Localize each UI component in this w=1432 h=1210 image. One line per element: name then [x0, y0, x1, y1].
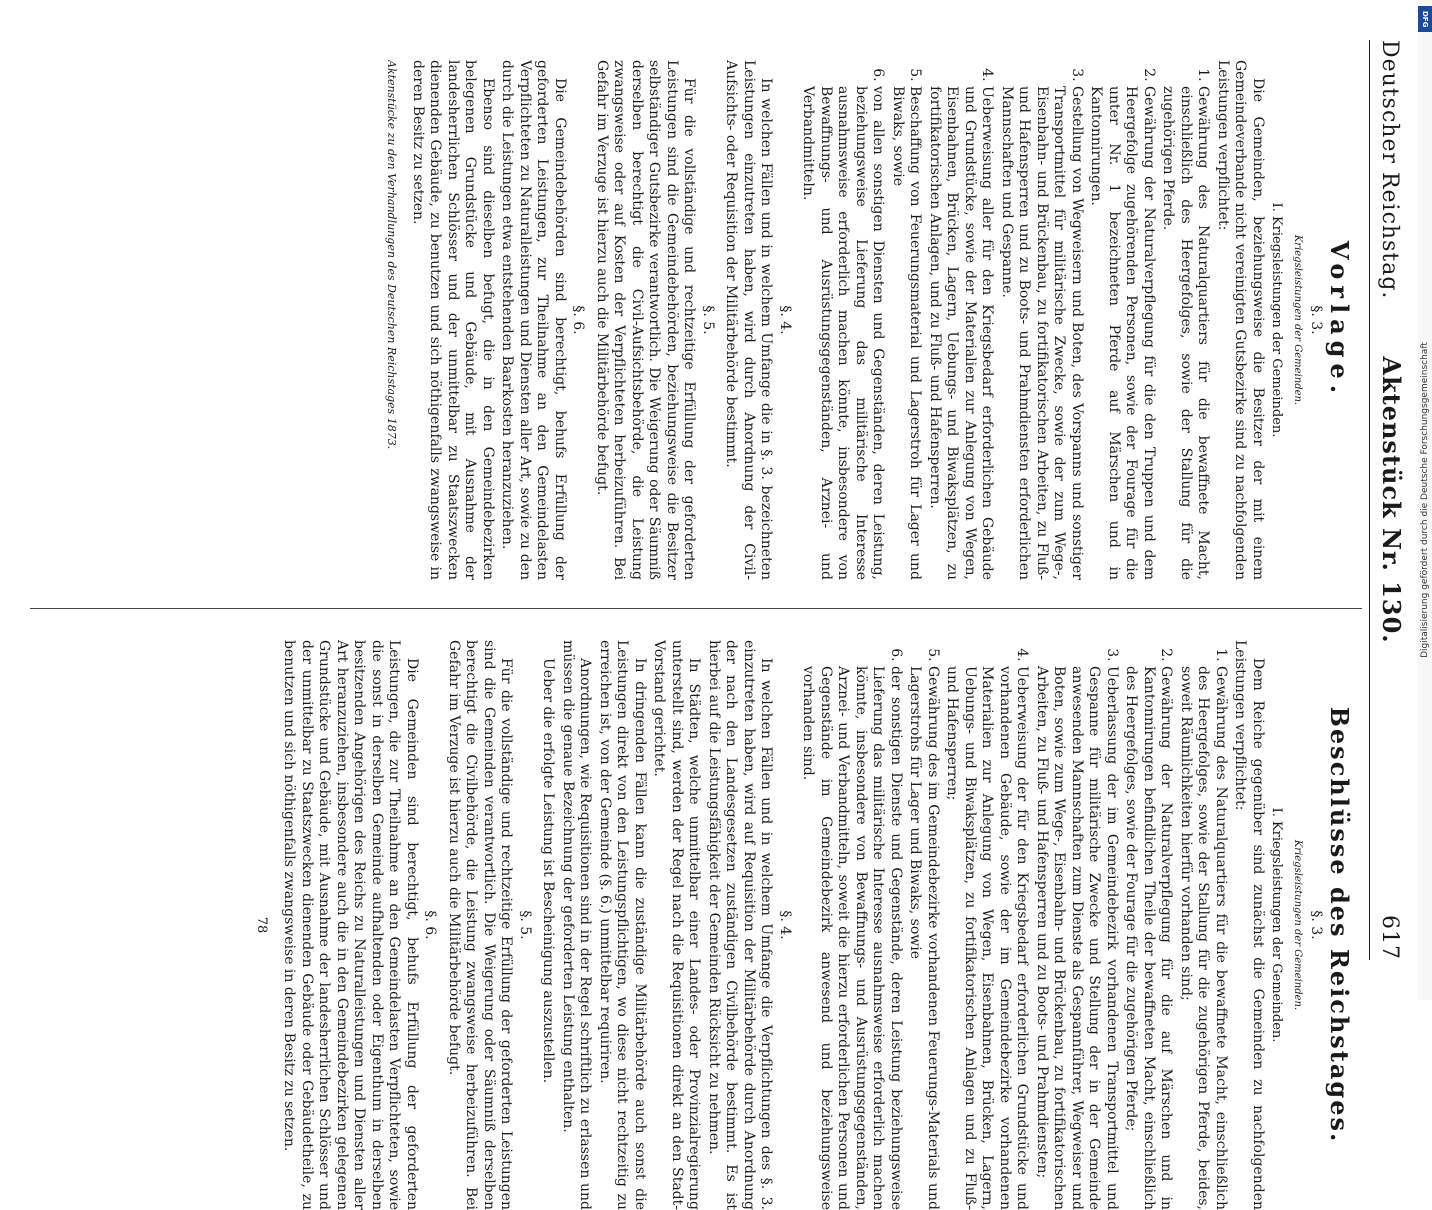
section-heading: I. Kriegsleistungen der Gemeinden.	[1269, 807, 1285, 1043]
paragraph-heading: §. 3.	[1308, 305, 1325, 335]
paragraph-text: Anordnungen, wie Requisitionen sind in der Regel schriftlich zu erlassen und müssen die genaue Bezeichnung der geforderten Leistung enthalten.	[560, 640, 594, 1210]
paragraph-heading: §. 5.	[517, 910, 533, 940]
sheet-mark: 78	[254, 916, 269, 934]
paragraph-text: In Städten, welche unmittelbar einer Landes- oder Provinzialregierung unterstellt sind, werden der Regel nach die Requisitionen direkt an den Stadt-Vorstand gerichtet.	[651, 640, 703, 1210]
paragraph-text: Die Gemeinden, beziehungsweise die Besitzer der mit einem Gemeindeverbande nicht vereinigten Gutsbezirke sind zu nachfolgenden Leistungen verpflichtet:	[1215, 60, 1266, 580]
paragraph-text: In dringenden Fällen kann die zuständige Militärbehörde auch sonst die Leistungen direkt von den Leistungspflichtigen, wo diese nicht rechtzeitig zu erreichen ist, von der Gemeinde (§. 6.) unmittelbar requiriren.	[597, 640, 648, 1210]
running-head-center: Aktenstück Nr. 130.	[1377, 356, 1406, 644]
dfg-logo: DFG	[1418, 6, 1432, 32]
list-item: 3. Ueberlassung der im Gemeindebezirk vorhandenen Transportmittel und Gespanne für militärische Zwecke und Stellung der in der Gemeinde anwesenden Mannschaften zum Dienste als Gespannführer, Wegweiser und Boten, sowie zum Wege-, Eisenbahn- und Brückenbau, zu fortifikatorischen Arbeiten, zu Fluß- und Hafensperren und zu Boots- und Prahmdiensten;	[1033, 666, 1121, 1210]
column-vorlage	[18, 60, 1354, 580]
list-item: 1. Gewährung des Naturalquartiers für die bewaffnete Macht, einschließlich des Heergefolges, sowie der Stallung für die zugehörigen Pferde.	[1159, 86, 1212, 580]
paragraph-text: Die Gemeinden sind berechtigt, behufs Erfüllung der geforderten Leistungen, die zur Theilnahme an den Gemeindelasten Verpflichteten, sowie die sonst in derselben Gemeinde aufhaltenden oder Eigenthum in derselben besitzenden Angehörigen des Reichs zu Naturalleistungen und Diensten aller Art heranzuziehen, insbesondere auch die in den Gemeindebezirken gelegenen Grundstücke und Gebäude, mit Ausnahme der landesherrlichen Schlösser und der unmittelbar zu Staatszwecken dienenden Gebäude oder Gebäudetheile, zu benutzen und sich nöthigenfalls zwangsweise in deren Besitz zu setzen.	[281, 640, 420, 1210]
paragraph-heading: §. 4.	[777, 910, 793, 940]
digitization-note	[1418, 0, 1432, 1000]
paragraph-heading: §. 5.	[700, 305, 716, 335]
list-item: 1. Gewährung des Naturalquartiers für die bewaffnete Macht, einschließlich des Heergefolges, sowie der Stallung für die zugehörigen Pferde, beides, soweit Räumlichkeiten hierfür vorhanden sind;	[1177, 666, 1230, 1210]
paragraph-text: Die Gemeindebehörden sind berechtigt, behufs Erfüllung der geforderten Leistungen, zur Theilnahme an den Gemeindelasten Verpflichteten zu Naturalleistungen und Diensten aller Art, sowie zu den durch die Leistungen etwa entstehenden Baarkosten heranzuziehen.	[499, 60, 568, 580]
list-item: 6. der sonstigen Dienste und Gegenstände, deren Leistung beziehungsweise Lieferung das militärische Interesse ausnahmsweise erforderlich machen könnte, insbesondere von Bewaffnungs- und Ausrüstungsgegenständen, Arznei- und Verbandmitteln, soweit die hierzu erforderlichen Personen und Gegenstände im Gemeindebezirk anwesend und beziehungsweise vorhanden sind.	[799, 666, 904, 1210]
list-item: 6. von allen sonstigen Diensten und Gegenständen, deren Leistung, beziehungsweise Lieferung das militärische Interesse ausnahmsweise erforderlich machen könnte, insbesondere von Bewaffnungs- und Ausrüstungsgegenständen, Arznei- und Verbandmitteln.	[799, 86, 887, 580]
paragraph-heading: §. 3.	[1308, 910, 1325, 940]
column-divider	[30, 608, 1362, 609]
footnote: Aktenstücke zu den Verhandlungen des Deutschen Reichstages 1873.	[385, 60, 399, 450]
paragraph-text: In welchen Fällen und in welchem Umfange die in §. 3. bezeichneten Leistungen einzutreten haben, wird durch Anordnung der Civil-Aufsichts- oder Requisition der Militärbehörde bestimmt.	[723, 60, 775, 580]
column-beschluesse	[18, 640, 1354, 1210]
paragraph-heading: §. 6.	[422, 910, 439, 940]
list-item: 5. Gewährung des im Gemeindebezirke vorhandenen Feuerungs-Materials und Lagerstrohs für Lager und Biwaks, sowie	[906, 666, 941, 1210]
running-head	[1369, 40, 1412, 960]
list-item: 2. Gewährung der Naturalverpflegung für die auf Märschen und in Kantonnirungen befindlichen Theile der bewaffneten Macht, einschließlich des Heergefolges, sowie der Fourage für die zugehörigen Pferde;	[1122, 666, 1175, 1210]
paragraph-heading: §. 4.	[777, 305, 793, 335]
paragraph-subtitle: Kriegsleistungen der Gemeinden.	[1292, 839, 1303, 1011]
paragraph-subtitle: Kriegsleistungen der Gemeinden.	[1292, 234, 1303, 406]
column-title: Vorlage.	[1325, 240, 1354, 400]
list-item: 4. Ueberweisung der für den Kriegsbedarf erforderlichen Grundstücke und vorhandenen Gebäude, sowie der im Gemeindebezirke vorhandenen Materialien zur Anlegung von Wegen, Eisenbahnen, Brücken, Lagern, Uebungs- und Biwaksplätzen, zu fortifikatorischen Anlagen und zu Fluß- und Hafensperren;	[943, 666, 1031, 1210]
paragraph-text: Ebenso sind dieselben befugt, die in den Gemeindebezirken belegenen Grundstücke und Gebäude, mit Ausnahme der landesherrlichen Schlösser und der unmittelbar zu Staatszwecken dienenden Gebäude, zu benutzen und sich nöthigenfalls zwangsweise in deren Besitz zu setzen.	[410, 60, 496, 580]
list-item: 3. Gestellung von Wegweisern und Boten, des Vorspanns und sonstiger Transportmittel für militärische Zwecke, sowie der zum Wege-, Eisenbahn- und Brückenbau, zu fortifikatorischen Arbeiten, zu Fluß- und Hafensperren und zu Boots- und Prahmdiensten erforderlichen Mannschaften und Gespanne.	[998, 86, 1086, 580]
list-item: 4. Ueberweisung aller für den Kriegsbedarf erforderlichen Gebäude und Grundstücke, sowie der Materialien zur Anlegung von Wegen, Eisenbahnen, Brücken, Lagern, Uebungs- und Biwaksplätzen, zu fortifikatorischen Anlagen, und zu Fluß- und Hafensperren.	[926, 86, 996, 580]
paragraph-text: Für die vollständige und rechtzeitige Erfüllung der geforderten Leistungen sind die Gemeinden verantwortlich. Die Weigerung oder Säumniß derselben berechtigt die Civilbehörde, die Leistung zwangsweise herbeizuführen. Bei Gefahr im Verzuge ist hierzu auch die Militärbehörde befugt.	[446, 640, 515, 1210]
column-title: Beschlüsse des Reichstages.	[1325, 706, 1354, 1144]
paragraph-text: In welchen Fällen und in welchem Umfange die Verpflichtungen des §. 3. einzutreten haben, wird auf Requisition der Militärbehörde durch Anordnung der nach den Landesgesetzen zuständigen Civilbehörde bestimmt. Es ist hierbei auf die Leistungsfähigkeit der Gemeinden Rücksicht zu nehmen.	[706, 640, 775, 1210]
section-heading: I. Kriegsleistungen der Gemeinden.	[1269, 202, 1285, 438]
digitization-note-text: Digitalisierung gefördert durch die Deutsche Forschungsgemeinschaft	[1420, 342, 1430, 658]
paragraph-text: Für die vollständige und rechtzeitige Erfüllung der geforderten Leistungen sind die Gemeindebehörden, beziehungsweise die Besitzer selbständiger Gutsbezirke verantwortlich. Die Weigerung oder Säumniß derselben berechtigt die Civil-Aufsichtsbehörde, die Leistung zwangsweise oder auf Kosten der Verpflichteten herbeizuführen. Bei Gefahr im Verzuge ist hierzu auch die Militärbehörde befugt.	[594, 60, 698, 580]
list-item: 2. Gewährung der Naturalverpflegung für die den Truppen und dem Heergefolge zugehörenden Personen, sowie der Fourage für die unter Nr. 1 bezeichneten Pferde auf Märschen und in Kantonnirungen.	[1087, 86, 1157, 580]
paragraph-heading: §. 6.	[570, 305, 587, 335]
paragraph-text: Ueber die erfolgte Leistung ist Bescheinigung auszustellen.	[540, 658, 557, 1084]
list-item: 5. Beschaffung von Feuerungsmaterial und Lagerstroh für Lager und Biwaks, sowie	[889, 86, 924, 580]
paragraph-text: Dem Reiche gegenüber sind zunächst die Gemeinden zu nachfolgenden Leistungen verpflichtet:	[1232, 640, 1266, 1210]
running-head-left: Deutscher Reichstag.	[1377, 40, 1402, 300]
item-list	[799, 640, 1229, 1210]
item-list	[799, 60, 1212, 580]
page-number: 617	[1377, 915, 1402, 960]
